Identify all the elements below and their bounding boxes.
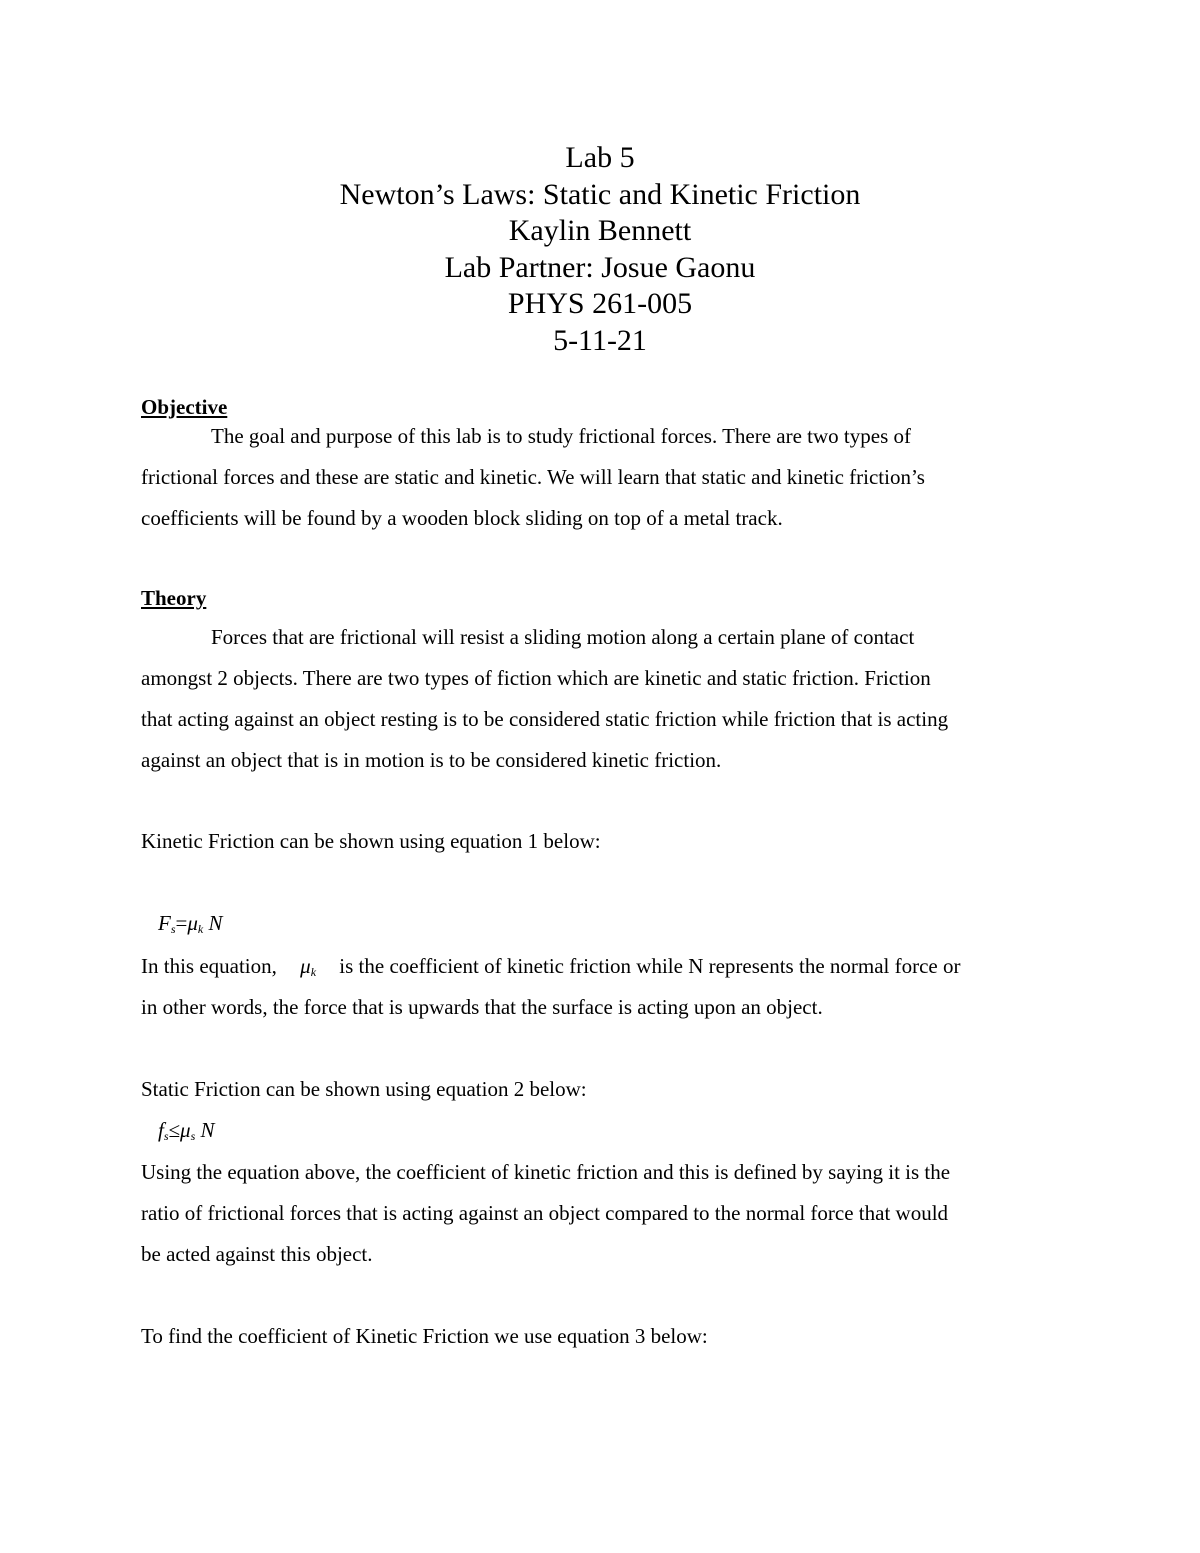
- objective-line: The goal and purpose of this lab is to study frictional forces. There are two types of: [211, 424, 912, 448]
- document-title: Newton’s Laws: Static and Kinetic Friction: [339, 177, 861, 211]
- document-date: 5-11-21: [553, 323, 647, 357]
- eq2-explanation: [141, 1152, 1071, 1275]
- kinetic-intro: Kinetic Friction can be shown using equation 1 below:: [141, 829, 601, 853]
- eq1-operator: =: [175, 911, 188, 935]
- eq1-explain-line: [141, 946, 1071, 987]
- theory-line: Forces that are frictional will resist a sliding motion along a certain plane of contact: [211, 625, 915, 649]
- theory-line: that acting against an object resting is to be considered static friction while friction that is acting: [141, 707, 949, 731]
- theory-paragraph: [141, 617, 1071, 781]
- equation-2: [158, 1117, 215, 1149]
- eq2-operator: ≤: [168, 1118, 181, 1142]
- eq1-coef-sub: k: [197, 922, 204, 936]
- author-name: Kaylin Bennett: [508, 214, 692, 248]
- course-code: PHYS 261-005: [507, 287, 693, 321]
- eq1-lhs-sub: s: [170, 922, 176, 936]
- coef-intro: To find the coefficient of Kinetic Friction we use equation 3 below:: [141, 1324, 708, 1348]
- eq1-coef: μ: [187, 911, 198, 935]
- inline-mu: μ: [300, 954, 311, 978]
- objective-heading: Objective: [141, 395, 228, 419]
- objective-line: frictional forces and these are static and kinetic. We will learn that static and kinetic friction’s: [141, 465, 925, 489]
- eq2-explain-line: Using the equation above, the coefficient of kinetic friction and this is defined by saying it is the: [141, 1160, 951, 1184]
- theory-line: amongst 2 objects. There are two types of fiction which are kinetic and static friction. Friction: [141, 666, 931, 690]
- eq2-lhs: f: [158, 1118, 164, 1142]
- static-intro: Static Friction can be shown using equation 2 below:: [141, 1077, 587, 1101]
- lab-partner: Lab Partner: Josue Gaonu: [444, 250, 756, 284]
- eq2-explain-line: ratio of frictional forces that is acting against an object compared to the normal force that would: [141, 1201, 949, 1225]
- eq1-explain-prefix: In this equation,: [141, 954, 277, 978]
- objective-paragraph: [141, 416, 1071, 539]
- eq1-explanation: [141, 946, 1071, 1028]
- inline-mu-sub: k: [310, 965, 317, 979]
- eq1-lhs: F: [158, 911, 171, 935]
- eq2-coef: μ: [180, 1118, 191, 1142]
- objective-line: coefficients will be found by a wooden block sliding on top of a metal track.: [141, 506, 783, 530]
- eq2-lhs-sub: s: [163, 1129, 169, 1143]
- equation-1: [158, 910, 222, 942]
- eq2-rhs: N: [200, 1118, 215, 1142]
- eq1-explain-line: in other words, the force that is upwards that the surface is acting upon an object.: [141, 995, 823, 1019]
- theory-heading: Theory: [141, 586, 207, 610]
- lab-number: Lab 5: [565, 141, 635, 174]
- eq2-coef-sub: s: [190, 1129, 196, 1143]
- eq1-explain-suffix: is the coefficient of kinetic friction while N represents the normal force or: [339, 954, 961, 978]
- inline-mu-k: [300, 954, 316, 978]
- eq2-explain-line: be acted against this object.: [141, 1242, 373, 1266]
- eq1-rhs: N: [208, 911, 223, 935]
- title-block: [0, 140, 1200, 360]
- theory-line: against an object that is in motion is to be considered kinetic friction.: [141, 748, 722, 772]
